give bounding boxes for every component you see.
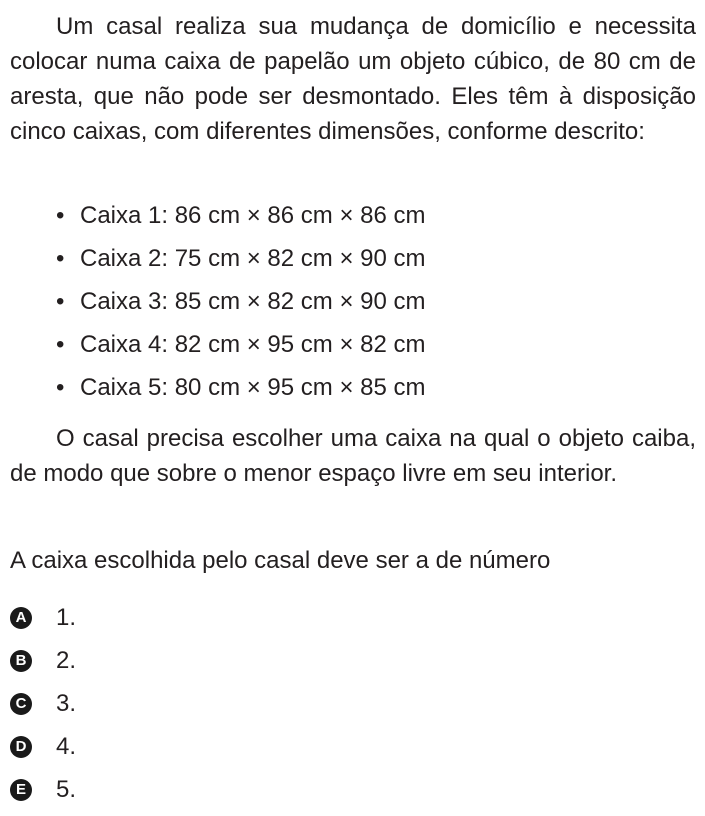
- box-5-dimensions: Caixa 5: 80 cm × 95 cm × 85 cm: [80, 374, 426, 401]
- bullet: •: [56, 331, 65, 358]
- option-text: 5.: [56, 776, 77, 803]
- option-e[interactable]: [0, 772, 200, 808]
- box-2-dimensions: Caixa 2: 75 cm × 82 cm × 90 cm: [80, 245, 426, 272]
- option-letter-badge: E: [10, 779, 32, 801]
- option-a[interactable]: [0, 600, 200, 636]
- box-4-dimensions: Caixa 4: 82 cm × 95 cm × 82 cm: [80, 331, 426, 358]
- option-text: 1.: [56, 604, 77, 631]
- question-condition-text: O casal precisa escolher uma caixa na qual o objeto caiba, de modo que sobre o menor espaço livre em seu interior.: [10, 425, 696, 487]
- option-letter-badge: B: [10, 650, 32, 672]
- bullet: •: [56, 288, 65, 315]
- option-c[interactable]: [0, 686, 200, 722]
- box-3-dimensions: Caixa 3: 85 cm × 82 cm × 90 cm: [80, 288, 426, 315]
- option-b[interactable]: [0, 643, 200, 679]
- question-prompt: A caixa escolhida pelo casal deve ser a de número: [10, 547, 551, 574]
- option-d[interactable]: [0, 729, 200, 765]
- option-letter-badge: C: [10, 693, 32, 715]
- option-text: 4.: [56, 733, 77, 760]
- question-condition-paragraph: [10, 421, 696, 491]
- question-intro-paragraph: [10, 9, 696, 149]
- box-1-dimensions: Caixa 1: 86 cm × 86 cm × 86 cm: [80, 202, 426, 229]
- option-letter-badge: A: [10, 607, 32, 629]
- bullet: •: [56, 202, 65, 229]
- bullet: •: [56, 374, 65, 401]
- bullet: •: [56, 245, 65, 272]
- option-text: 3.: [56, 690, 77, 717]
- question-intro-text: Um casal realiza sua mudança de domicílio e necessita colocar numa caixa de papelão um objeto cúbico, de 80 cm de aresta, que não pode ser desmontado. Eles têm à disposição cinco caixas, com diferentes dimensões, conforme descrito:: [10, 13, 696, 145]
- option-text: 2.: [56, 647, 77, 674]
- option-letter-badge: D: [10, 736, 32, 758]
